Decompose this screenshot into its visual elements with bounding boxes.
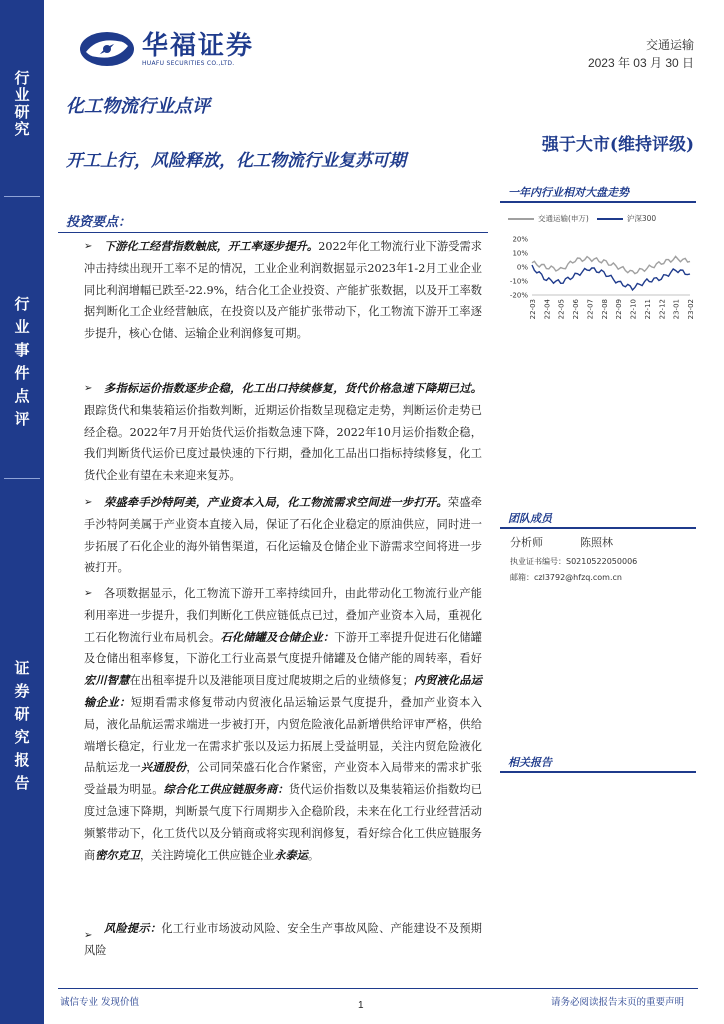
sidebar-char: 评: [14, 410, 30, 428]
report-date: 2023 年 03 月 30 日: [587, 56, 694, 70]
investment-highlights-title: 投资要点：: [66, 215, 132, 230]
paragraph-body: 货代运价指数以及集装箱运价指数均已度过急速下降期，判断景气度下行周期步入企稳阶段，未来在化工行业经营活动频繁带动下，化工货代以及分销商或将实现利润修复，看好综合化工供应链服务商: [84, 783, 482, 862]
bullet-arrow-icon: ➢: [84, 497, 93, 508]
analyst-name: 陈照林: [580, 536, 613, 549]
footer-slogan: 诚信专业 发现价值: [60, 997, 140, 1008]
highlight-paragraph-3: [84, 492, 482, 579]
paragraph-body: 。: [307, 848, 320, 862]
sidebar-divider: [4, 196, 40, 197]
sidebar-char: 行: [14, 295, 30, 313]
y-tick-label: -20%: [509, 291, 528, 300]
sidebar-char: 究: [14, 728, 30, 746]
y-tick-label: 10%: [512, 249, 528, 258]
paragraph-heading: 风险提示：: [104, 921, 162, 935]
paragraph-heading: 内贸液化品运输企业：: [84, 673, 482, 709]
bullet-arrow-icon: ➢: [84, 930, 93, 941]
sidebar-char: 证: [14, 659, 30, 677]
company-name: 宏川智慧: [84, 673, 130, 688]
sidebar-label-event-comment: [0, 296, 44, 434]
paragraph-body: ，关注跨境化工供应链企业: [139, 848, 275, 862]
paragraph-body: 短期看需求修复带动内贸液化品运输运景气度提升，叠加产业资本入局，液化品航运需求端进一步被打开，内贸危险液化品新增供给评审严格，供给端增长稳定，行业龙一在需求扩张以及运力拓展上受益明显，关注内贸危险液化品航运龙一: [84, 695, 482, 775]
x-tick-label: 22-10: [629, 299, 638, 320]
paragraph-body: 化工行业市场波动风险、安全生产事故风险、产能建设不及预期风险: [84, 922, 482, 957]
logo-text-en: HUAFU SECURITIES CO.,LTD.: [142, 59, 235, 67]
paragraph-body: 各项数据显示，化工物流下游开工率持续回升，由此带动化工物流行业产能利用率进一步提升，我们判断化工供应链低点已过，叠加产业资本入局，重视化工石化物流行业布局机会。: [84, 587, 482, 644]
x-tick-label: 22-04: [543, 299, 552, 320]
legend-label: 交通运输(申万): [538, 214, 589, 223]
paragraph-body: 下游开工率提升促进石化储罐及仓储出租率修复，下游化工行业高景气度提升储罐及仓储产能的周转率，看好: [84, 630, 482, 666]
y-tick-label: 20%: [512, 235, 528, 244]
sidebar-char: 业: [14, 318, 30, 336]
analyst-label: 分析师: [510, 536, 543, 549]
series-line-1: [532, 265, 690, 290]
company-name: 兴通股份: [140, 760, 187, 775]
highlight-paragraph-4: [84, 583, 482, 866]
paragraph-body: 在出租率提升以及港能项目度过爬坡期之后的业绩修复；: [129, 674, 414, 688]
paragraph-body: 跟踪货代和集装箱运价指数判断，近期运价指数呈现稳定走势，判断运价走势已经企稳。2022年7月开始货代运价指数急速下降，2022年10月运价指数企稳，我们判断货代运价已度过最快速的下行期，叠加化工品出口指标持续修复，化工货代企业有望在未来迎来复苏。: [84, 403, 482, 483]
series-line-0: [532, 256, 690, 273]
page-number: 1: [358, 1000, 364, 1011]
report-headline: 开工上行，风险释放，化工物流行业复苏可期: [66, 151, 406, 171]
paragraph-body: 荣盛牵手沙特阿美属于产业资本直接入局，保证了石化企业稳定的原油供应，同时进一步拓展了石化企业的海外销售渠道，石化运输及仓储企业下游需求空间将进一步被打开。: [84, 496, 482, 575]
x-tick-label: 22-05: [557, 299, 566, 320]
related-reports-title: 相关报告: [508, 756, 552, 769]
sidebar-char: 研: [14, 705, 30, 723]
x-tick-label: 23-02: [687, 299, 695, 320]
header-meta: [588, 36, 694, 72]
section-divider: [500, 201, 696, 203]
sidebar-char: 行: [14, 69, 30, 87]
x-tick-label: 22-08: [600, 299, 609, 320]
paragraph-heading: 下游化工经营指数触底，开工率逐步提升。: [104, 239, 319, 253]
logo-text-cn: 华福证券: [142, 30, 255, 61]
sidebar-char: 研: [14, 103, 30, 121]
sidebar-label-securities-report: [0, 660, 44, 798]
legend-label: 沪深300: [626, 214, 657, 223]
sidebar: [0, 0, 44, 1024]
industry-category: 交通运输: [645, 38, 694, 52]
section-divider: [500, 527, 696, 529]
section-divider: [58, 232, 488, 233]
sidebar-char: 点: [14, 387, 30, 405]
paragraph-heading: 石化储罐及仓储企业：: [220, 629, 335, 644]
rating: 强于大市(维持评级): [541, 135, 694, 155]
x-tick-label: 22-12: [658, 299, 667, 320]
risk-paragraph: [84, 918, 482, 962]
bullet-arrow-icon: ➢: [84, 383, 93, 394]
sidebar-char: 事: [14, 341, 30, 359]
y-tick-label: 0%: [516, 263, 528, 272]
x-tick-label: 23-01: [672, 299, 681, 320]
section-divider: [500, 771, 696, 773]
y-tick-label: -10%: [509, 277, 528, 286]
footer-divider: [58, 988, 698, 989]
bullet-arrow-icon: ➢: [84, 241, 93, 252]
sidebar-char: 究: [14, 120, 30, 138]
chart-section-title: 一年内行业相对大盘走势: [508, 186, 629, 199]
certificate-number: 执业证书编号：S0210522050006: [510, 557, 638, 566]
logo-swirl-icon: [78, 30, 136, 68]
paragraph-body: ，公司同荣盛石化合作紧密，产业资本入局带来的需求扩张受益最为明显。: [84, 761, 482, 797]
highlight-paragraph-2: [84, 378, 482, 487]
analyst-row: [510, 534, 613, 550]
sidebar-char: 券: [14, 682, 30, 700]
x-tick-label: 22-03: [529, 299, 537, 320]
paragraph-heading: 多指标运价指数逐步企稳，化工出口持续修复，货代价格急速下降期已过。: [104, 381, 482, 395]
company-name: 密尔克卫: [95, 847, 140, 862]
analyst-email[interactable]: 邮箱：czl3792@hfzq.com.cn: [510, 573, 622, 582]
sidebar-char: 告: [14, 774, 30, 792]
paragraph-heading: 荣盛牵手沙特阿美，产业资本入局，化工物流需求空间进一步打开。: [104, 495, 448, 509]
highlight-paragraph-1: [84, 236, 482, 345]
x-tick-label: 22-09: [615, 299, 624, 320]
company-name: 永泰运: [274, 847, 308, 862]
paragraph-body: 2022年化工物流行业下游受需求冲击持续出现开工率不足的情况，工业企业利润数据显示2023年1-2月工业企业同比利润增幅已跌至-22.9%，结合化工企业投资、产能扩张数据，以及开工率数据判断化工企业经营触底，在投资以及产能扩张带动下，化工物流下游开工率逐步提升，核心仓储、运输企业利润修复可期。: [84, 240, 482, 341]
x-tick-label: 22-07: [586, 299, 595, 320]
team-section-title: 团队成员: [508, 512, 552, 525]
company-logo: [78, 30, 254, 68]
footer-disclaimer: 请务必阅读报告末页的重要声明: [550, 997, 684, 1008]
sidebar-char: 业: [14, 86, 30, 104]
sidebar-divider: [4, 478, 40, 479]
x-tick-label: 22-06: [572, 299, 581, 320]
x-tick-label: 22-11: [643, 299, 652, 320]
sidebar-label-industry-research: [0, 70, 44, 138]
paragraph-heading: 综合化工供应链服务商：: [163, 782, 289, 797]
relative-performance-chart: [502, 206, 702, 336]
report-type: 化工物流行业点评: [66, 96, 210, 117]
sidebar-char: 件: [14, 364, 30, 382]
sidebar-char: 报: [14, 751, 30, 769]
bullet-arrow-icon: ➢: [84, 588, 93, 599]
